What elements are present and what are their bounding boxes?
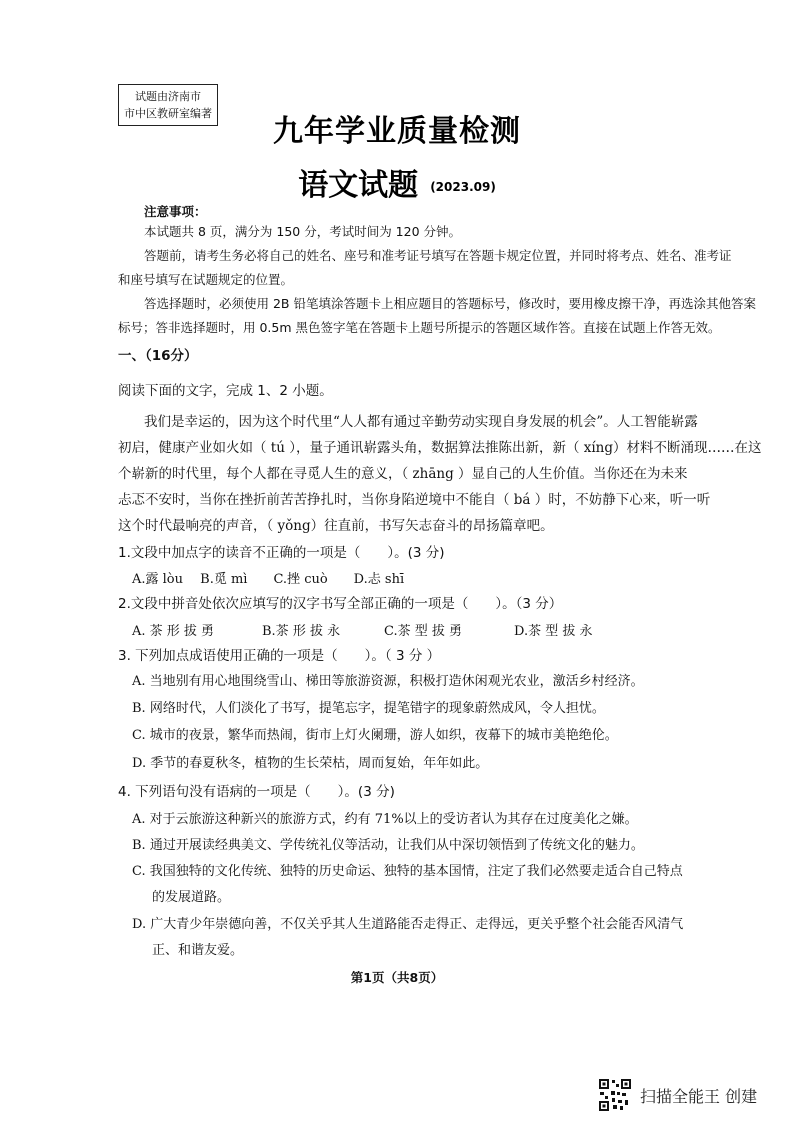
question-3-option-a: A. 当地别有用心地围绕雪山、梯田等旅游资源，积极打造休闲观光农业，激活乡村经济。 bbox=[132, 674, 644, 689]
notes-line: 和座号填写在试题规定的位置。 bbox=[118, 272, 294, 287]
notes-line: 答题前，请考生务必将自己的姓名、座号和准考证号填写在答题卡规定位置，并同时将考点、姓名、准考证 bbox=[144, 248, 732, 263]
notes-line: 标号；答非选择题时，用 0.5m 黑色签字笔在答题卡上题号所提示的答题区域作答。直接在试题上作答无效。 bbox=[118, 320, 721, 335]
reading-instruction: 阅读下面的文字，完成 1、2 小题。 bbox=[118, 383, 333, 399]
qr-code-icon bbox=[598, 1078, 632, 1112]
notes-heading: 注意事项： bbox=[144, 204, 207, 219]
question-1-options: A.露 lòu B.觅 mì C.挫 cuò D.忐 shī bbox=[132, 572, 405, 587]
subtitle-text: 语文试题 bbox=[298, 168, 419, 203]
question-4-option-a: A. 对于云旅游这种新兴的旅游方式，约有 71%以上的受访者认为其存在过度美化之嫌。 bbox=[132, 812, 638, 827]
stamp-line-1: 试题由济南市 bbox=[135, 90, 201, 103]
notes-line: 答选择题时，必须使用 2B 铅笔填涂答题卡上相应题目的答题标号，修改时，要用橡皮擦干净，再选涂其他答案 bbox=[144, 296, 756, 311]
passage-line: 忐忑不安时，当你在挫折前苦苦挣扎时，当你身陷逆境中不能自（ bá ）时，不妨静下心来，听一听 bbox=[118, 492, 711, 508]
question-2-option-b: B.茶 形 拔 永 bbox=[262, 624, 341, 639]
exam-date: (2023.09) bbox=[430, 179, 496, 194]
question-3-option-c: C. 城市的夜景，繁华而热闹，街市上灯火阑珊，游人如织，夜幕下的城市美艳绝伦。 bbox=[132, 728, 618, 743]
exam-subtitle bbox=[0, 160, 794, 204]
exam-title: 九年学业质量检测 bbox=[273, 114, 521, 149]
passage-line: 初启，健康产业如火如（ tú ），量子通讯崭露头角，数据算法推陈出新，新（ xíng）材料不断涌现……在这 bbox=[118, 440, 762, 456]
section-heading: 一、（16分） bbox=[118, 348, 198, 364]
question-2-option-a: A. 茶 形 拔 勇 bbox=[132, 624, 215, 639]
notes-line: 本试题共 8 页，满分为 150 分，考试时间为 120 分钟。 bbox=[144, 224, 462, 239]
question-4-option-d-cont: 正、和谐友爱。 bbox=[152, 943, 244, 958]
passage-line: 我们是幸运的，因为这个时代里“人人都有通过辛勤劳动实现自身发展的机会”。人工智能崭露 bbox=[144, 414, 698, 430]
question-4-option-d: D. 广大青少年崇德向善，不仅关乎其人生道路能否走得正、走得远，更关乎整个社会能否风清气 bbox=[132, 917, 684, 932]
question-4-option-c: C. 我国独特的文化传统、独特的历史命运、独特的基本国情，注定了我们必然要走适合自己特点 bbox=[132, 864, 683, 879]
question-3-option-d: D. 季节的春夏秋冬，植物的生长荣枯，周而复始，年年如此。 bbox=[132, 756, 489, 771]
stamp-line-2: 市中区教研室编著 bbox=[124, 107, 212, 120]
question-3-option-b: B. 网络时代，人们淡化了书写，提笔忘字，提笔错字的现象蔚然成风，令人担忧。 bbox=[132, 701, 605, 716]
question-1: 1.文段中加点字的读音不正确的一项是（ ）。(3 分) bbox=[118, 545, 445, 561]
question-4: 4. 下列语句没有语病的一项是（ ）。(3 分) bbox=[118, 784, 395, 800]
passage-line: 个崭新的时代里，每个人都在寻觅人生的意义，（ zhāng ）显自己的人生价值。当你还在为未来 bbox=[118, 466, 688, 482]
question-2-option-d: D.茶 型 拔 永 bbox=[514, 624, 593, 639]
question-2: 2.文段中拼音处依次应填写的汉字书写全部正确的一项是（ ）。（3 分） bbox=[118, 596, 563, 612]
question-3: 3. 下列加点成语使用正确的一项是（ ）。（ 3 分 ） bbox=[118, 648, 441, 664]
question-2-option-c: C.茶 型 拔 勇 bbox=[384, 624, 463, 639]
question-4-option-c-cont: 的发展道路。 bbox=[152, 890, 231, 905]
passage-line: 这个时代最响亮的声音，（ yǒng）往直前，书写矢志奋斗的昂扬篇章吧。 bbox=[118, 518, 554, 534]
scanner-watermark: 扫描全能王 创建 bbox=[640, 1087, 758, 1106]
page-number: 第1页（共8页） bbox=[350, 970, 444, 985]
question-4-option-b: B. 通过开展读经典美文、学传统礼仪等活动，让我们从中深切领悟到了传统文化的魅力。 bbox=[132, 838, 644, 853]
